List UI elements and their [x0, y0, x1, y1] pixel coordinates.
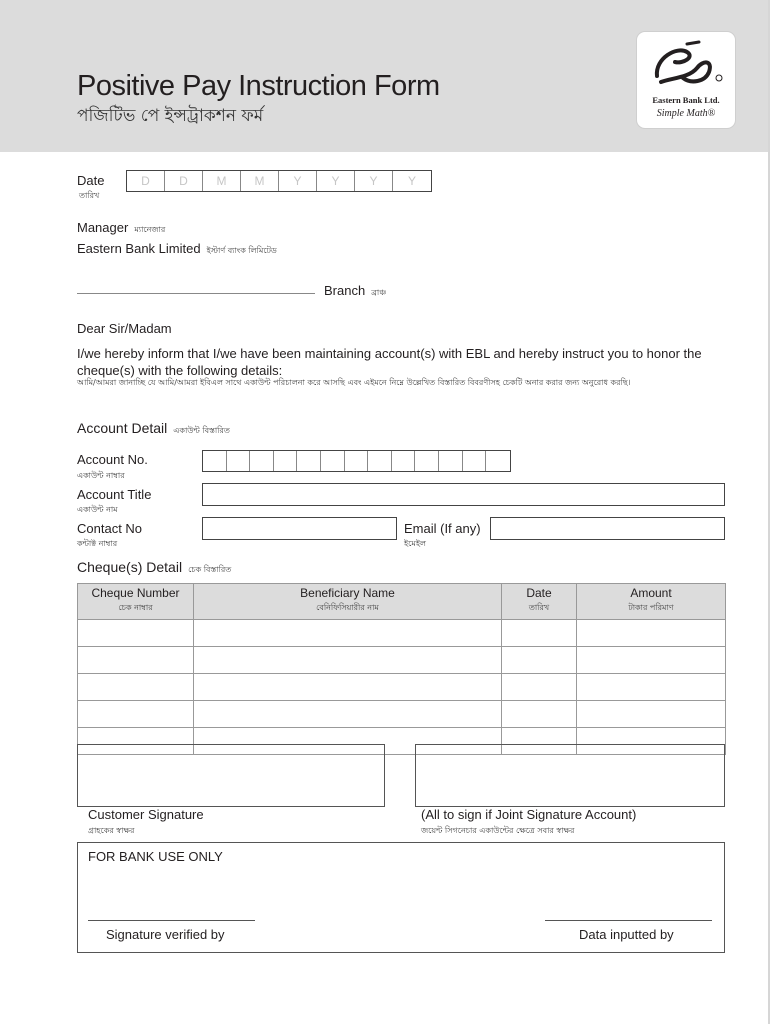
date-cell[interactable]	[502, 701, 577, 728]
branch-label: Branch	[324, 283, 366, 298]
email-label: Email (If any)	[404, 521, 481, 536]
table-row	[78, 674, 726, 701]
account-digit[interactable]	[321, 451, 345, 471]
customer-signature-label-bangla: গ্রাহকের স্বাক্ষর	[88, 826, 135, 835]
account-title-label-bangla: একাউন্ট নাম	[77, 505, 118, 514]
date-year-1[interactable]: Y	[279, 171, 317, 191]
date-month-1[interactable]: M	[203, 171, 241, 191]
cheque-number-cell[interactable]	[78, 701, 194, 728]
amount-cell[interactable]	[577, 647, 726, 674]
account-digit[interactable]	[203, 451, 227, 471]
branch-line	[324, 283, 386, 300]
account-digit[interactable]	[250, 451, 274, 471]
cheque-detail-heading	[77, 559, 231, 577]
account-digit[interactable]	[392, 451, 416, 471]
date-cell[interactable]	[502, 674, 577, 701]
customer-signature-label: Customer Signature	[88, 807, 204, 822]
cheque-number-cell[interactable]	[78, 647, 194, 674]
account-digit[interactable]	[345, 451, 369, 471]
account-digit[interactable]	[486, 451, 510, 471]
table-row	[78, 701, 726, 728]
joint-signature-label: (All to sign if Joint Signature Account)	[421, 807, 637, 822]
date-label: Date	[77, 173, 105, 188]
ebl-logo-mark-icon	[647, 38, 725, 94]
date-day-1[interactable]: D	[127, 171, 165, 191]
col-cheque-number: Cheque Number চেক নাম্বার	[78, 584, 194, 620]
date-year-3[interactable]: Y	[355, 171, 393, 191]
ebl-logo	[636, 31, 736, 129]
manager-line	[77, 220, 165, 237]
account-no-input-boxes[interactable]	[202, 450, 511, 472]
branch-input-line[interactable]	[77, 293, 315, 294]
joint-signature-box[interactable]	[415, 744, 725, 807]
manager-label: Manager	[77, 220, 129, 235]
email-label-bangla: ইমেইল	[404, 539, 426, 548]
email-input[interactable]	[490, 517, 725, 540]
cheque-table	[77, 583, 726, 755]
account-detail-heading	[77, 420, 230, 438]
data-inputted-line[interactable]	[545, 920, 712, 921]
account-digit[interactable]	[439, 451, 463, 471]
bank-name-line	[77, 241, 277, 258]
account-no-label-bangla: একাউন্ট নাম্বার	[77, 471, 125, 480]
cheque-table-header	[78, 584, 726, 620]
amount-cell[interactable]	[577, 620, 726, 647]
contact-no-label-bangla: কন্টাক্ট নাম্বার	[77, 539, 118, 548]
amount-cell[interactable]	[577, 674, 726, 701]
cheque-number-cell[interactable]	[78, 674, 194, 701]
table-row	[78, 620, 726, 647]
date-input-boxes[interactable]	[126, 170, 432, 192]
col-date: Date তারিখ	[502, 584, 577, 620]
account-digit[interactable]	[463, 451, 487, 471]
cheque-detail-title: Cheque(s) Detail	[77, 559, 183, 575]
instruction-text-bangla: আমি/আমরা জানাচ্ছি যে আমি/আমরা ইবিএল সাথে একাউন্ট পরিচালনা করে আসছি এবং এইমনে নিম্নে উল্লেখিত বিস্তারিত বিবরণীসহ চেকটি অনার করার জন্য অনুরোধ করছি।	[77, 378, 631, 387]
salutation: Dear Sir/Madam	[77, 321, 172, 336]
cheque-detail-title-bangla: চেক বিস্তারিত	[188, 565, 232, 574]
signature-verified-line[interactable]	[88, 920, 255, 921]
account-digit[interactable]	[274, 451, 298, 471]
account-digit[interactable]	[297, 451, 321, 471]
joint-signature-label-bangla: জয়েন্ট সিগনেচার একাউন্টের ক্ষেত্রে সবার স্বাক্ষর	[421, 826, 575, 835]
account-detail-title: Account Detail	[77, 420, 168, 436]
date-cell[interactable]	[502, 620, 577, 647]
account-title-input[interactable]	[202, 483, 725, 506]
account-digit[interactable]	[227, 451, 251, 471]
date-day-2[interactable]: D	[165, 171, 203, 191]
date-year-4[interactable]: Y	[407, 174, 416, 188]
beneficiary-name-cell[interactable]	[194, 647, 502, 674]
bank-name-bangla: ইস্টার্ণ ব্যাংক লিমিটেড	[206, 246, 277, 255]
account-detail-title-bangla: একাউন্ট বিস্তারিত	[173, 426, 230, 435]
col-beneficiary-name: Beneficiary Name বেনিফিসিয়ারীর নাম	[194, 584, 502, 620]
beneficiary-name-cell[interactable]	[194, 620, 502, 647]
table-row	[78, 647, 726, 674]
customer-signature-box[interactable]	[77, 744, 385, 807]
manager-label-bangla: ম্যানেজার	[134, 225, 166, 234]
date-cell[interactable]	[502, 647, 577, 674]
account-no-label: Account No.	[77, 452, 148, 467]
amount-cell[interactable]	[577, 701, 726, 728]
page-title: Positive Pay Instruction Form	[77, 70, 440, 102]
beneficiary-name-cell[interactable]	[194, 701, 502, 728]
date-label-bangla: তারিখ	[79, 191, 100, 200]
signature-verified-label: Signature verified by	[106, 927, 225, 942]
page-subtitle-bangla: পজিটিভ পে ইন্সট্রাকশন ফর্ম	[77, 106, 264, 126]
cheque-number-cell[interactable]	[78, 620, 194, 647]
data-inputted-label: Data inputted by	[579, 927, 674, 942]
account-digit[interactable]	[368, 451, 392, 471]
instruction-text: I/we hereby inform that I/we have been maintaining account(s) with EBL and hereby instruct you to honor the cheque(s) with the following details:	[77, 346, 702, 378]
account-title-label: Account Title	[77, 487, 152, 502]
contact-no-label: Contact No	[77, 521, 143, 536]
account-digit[interactable]	[415, 451, 439, 471]
contact-no-input[interactable]	[202, 517, 397, 540]
logo-slogan: Simple Math®	[656, 108, 716, 119]
beneficiary-name-cell[interactable]	[194, 674, 502, 701]
date-month-2[interactable]: M	[241, 171, 279, 191]
bank-use-heading: FOR BANK USE ONLY	[88, 849, 223, 864]
branch-label-bangla: ব্রাঞ্চ	[371, 288, 387, 297]
col-amount: Amount টাকার পরিমাণ	[577, 584, 726, 620]
logo-bank-name: Eastern Bank Ltd.	[652, 95, 720, 105]
date-year-2[interactable]: Y	[317, 171, 355, 191]
bank-name: Eastern Bank Limited	[77, 241, 201, 256]
